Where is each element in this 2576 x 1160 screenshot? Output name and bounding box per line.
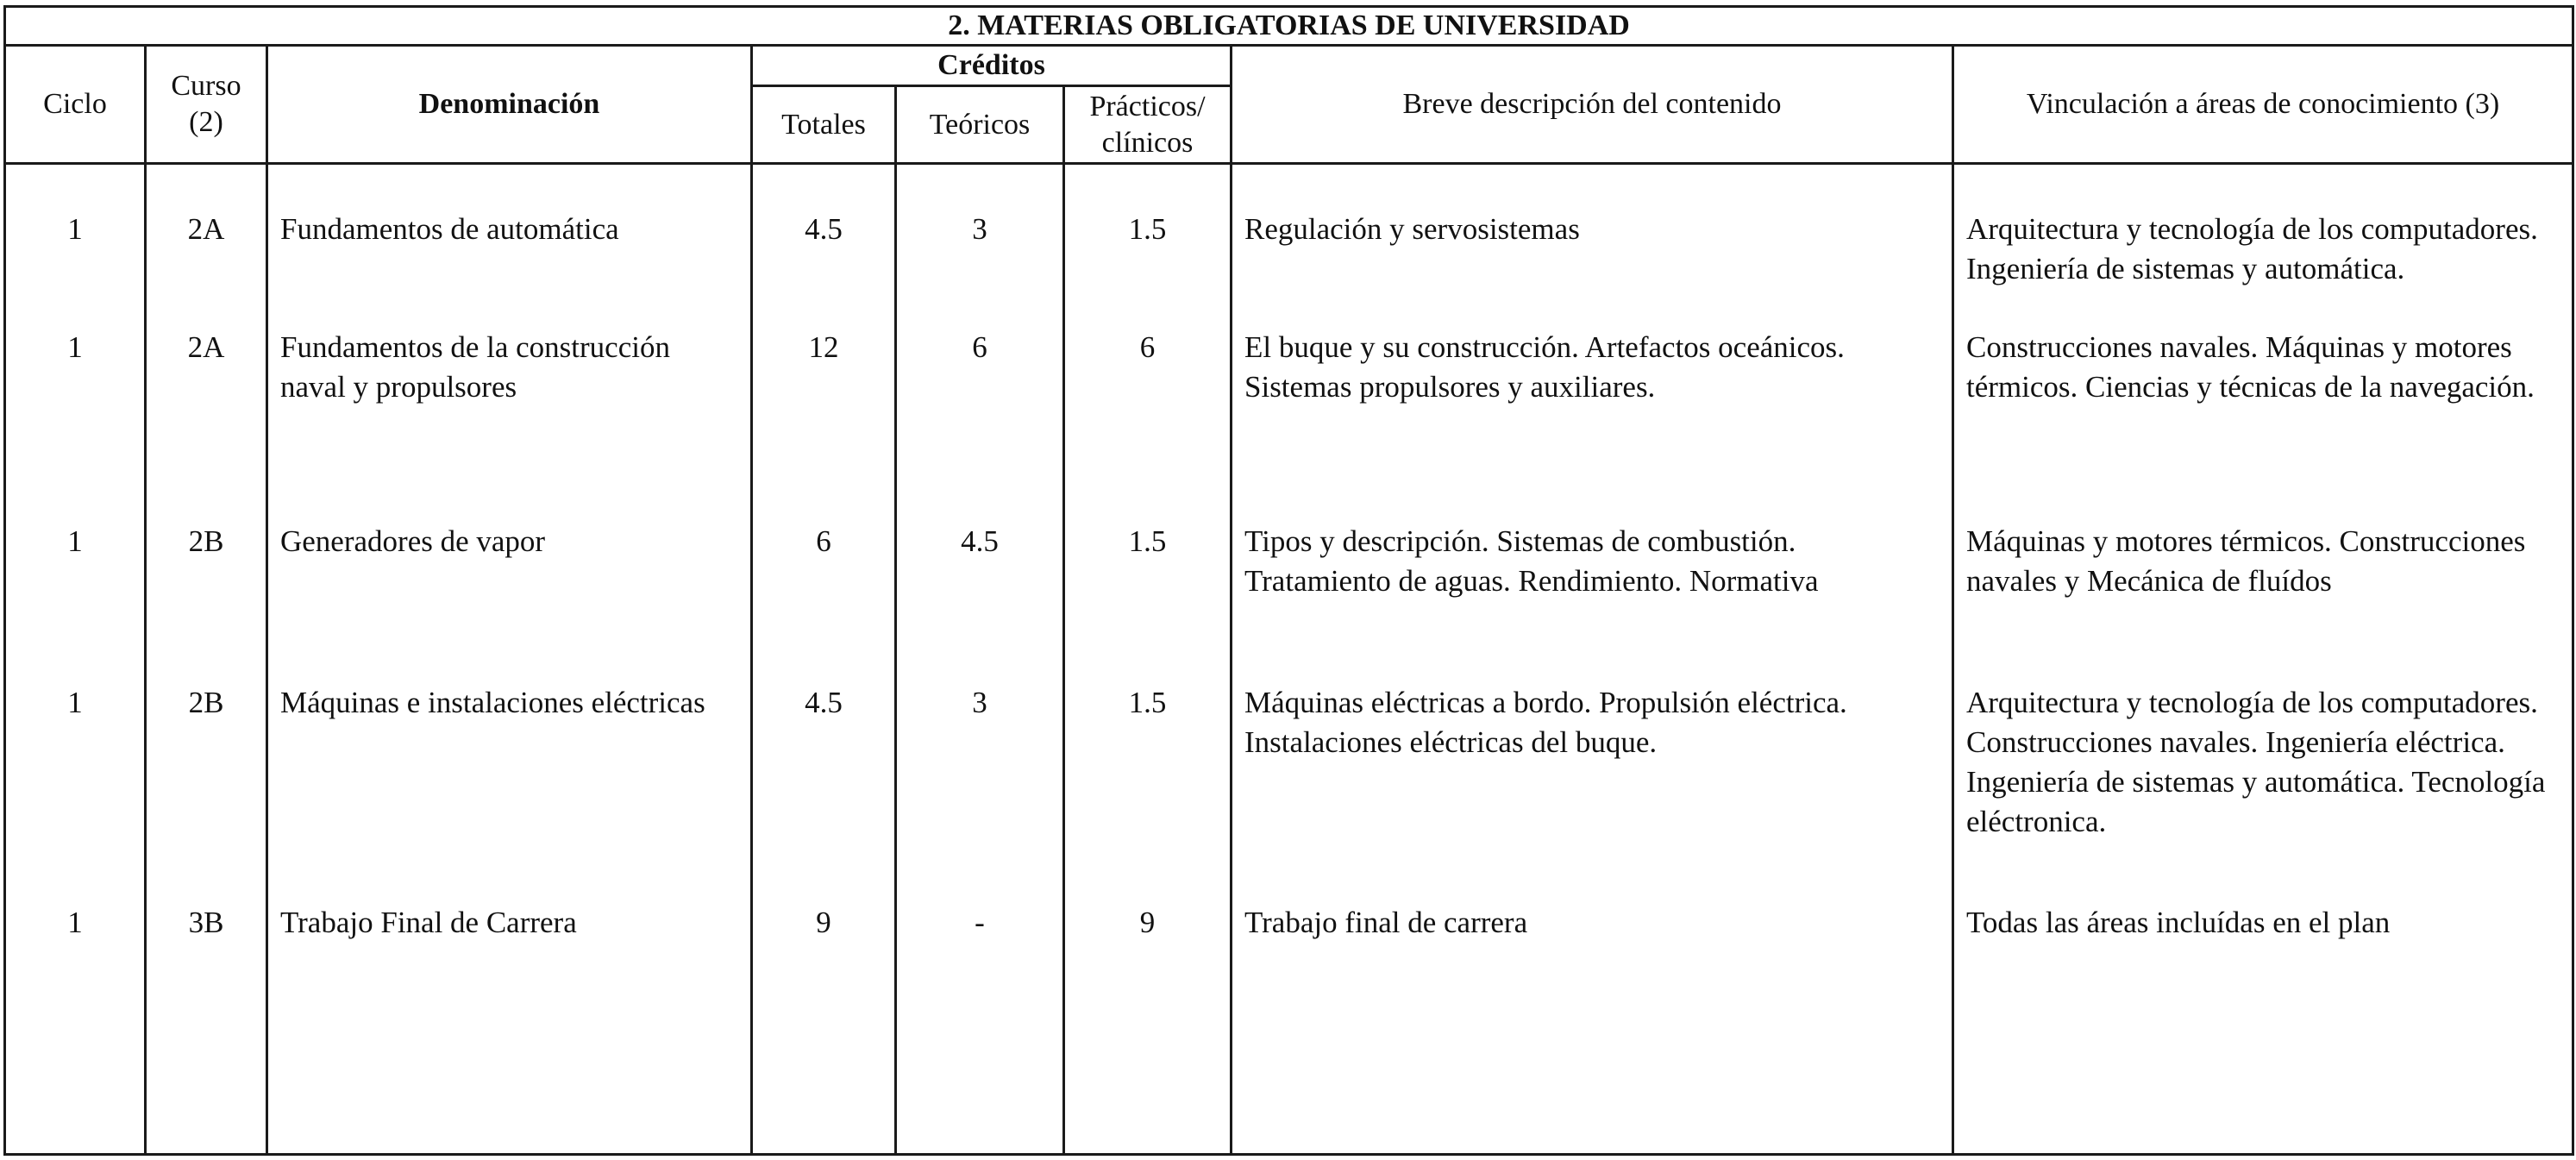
cell-curso: 2A	[146, 328, 267, 522]
cell-vinculacion: Máquinas y motores térmicos. Construcciones navales y Mecánica de fluídos	[1953, 522, 2573, 683]
materias-table	[3, 5, 2574, 1156]
header-curso-line1: Curso	[171, 70, 241, 102]
cell-totales: 12	[752, 328, 896, 522]
cell-vinculacion: Construcciones navales. Máquinas y motores térmicos. Ciencias y técnicas de la navegación.	[1953, 328, 2573, 522]
cell-totales: 6	[752, 522, 896, 683]
cell-practicos: 1.5	[1064, 522, 1232, 683]
header-descripcion: Breve descripción del contenido	[1232, 46, 1953, 164]
cell-practicos: 6	[1064, 328, 1232, 522]
cell-ciclo: 1	[5, 328, 146, 522]
cell-teoricos: 3	[896, 164, 1064, 328]
table-title: 2. MATERIAS OBLIGATORIAS DE UNIVERSIDAD	[5, 7, 2573, 46]
header-practicos-line2: clínicos	[1101, 126, 1194, 159]
cell-denominacion: Fundamentos de la construcción naval y propulsores	[267, 328, 752, 522]
header-practicos	[1064, 86, 1232, 164]
header-denominacion: Denominación	[267, 46, 752, 164]
cell-vinculacion: Arquitectura y tecnología de los computadores. Ingeniería de sistemas y automática.	[1953, 164, 2573, 328]
header-ciclo: Ciclo	[5, 46, 146, 164]
cell-curso: 2A	[146, 164, 267, 328]
table-row	[5, 683, 2573, 903]
header-totales: Totales	[752, 86, 896, 164]
table-row	[5, 522, 2573, 683]
header-teoricos: Teóricos	[896, 86, 1064, 164]
cell-teoricos: 6	[896, 328, 1064, 522]
cell-teoricos: 4.5	[896, 522, 1064, 683]
cell-denominacion: Máquinas e instalaciones eléctricas	[267, 683, 752, 903]
cell-denominacion: Fundamentos de automática	[267, 164, 752, 328]
cell-teoricos: -	[896, 903, 1064, 1155]
header-curso-line2: (2)	[189, 106, 223, 138]
header-curso	[146, 46, 267, 164]
cell-descripcion: Máquinas eléctricas a bordo. Propulsión eléctrica. Instalaciones eléctricas del buque.	[1232, 683, 1953, 903]
cell-descripcion: El buque y su construcción. Artefactos oceánicos. Sistemas propulsores y auxiliares.	[1232, 328, 1953, 522]
cell-curso: 3B	[146, 903, 267, 1155]
table-row	[5, 164, 2573, 328]
cell-ciclo: 1	[5, 903, 146, 1155]
cell-totales: 4.5	[752, 164, 896, 328]
header-vinculacion: Vinculación a áreas de conocimiento (3)	[1953, 46, 2573, 164]
cell-practicos: 9	[1064, 903, 1232, 1155]
cell-ciclo: 1	[5, 683, 146, 903]
cell-totales: 4.5	[752, 683, 896, 903]
cell-denominacion: Trabajo Final de Carrera	[267, 903, 752, 1155]
cell-practicos: 1.5	[1064, 164, 1232, 328]
cell-descripcion: Tipos y descripción. Sistemas de combustión. Tratamiento de aguas. Rendimiento. Normativa	[1232, 522, 1953, 683]
cell-vinculacion: Arquitectura y tecnología de los computadores. Construcciones navales. Ingeniería eléctrica. Ingeniería de sistemas y automática. Tecnología eléctronica.	[1953, 683, 2573, 903]
table-row	[5, 328, 2573, 522]
cell-descripcion: Regulación y servosistemas	[1232, 164, 1953, 328]
cell-curso: 2B	[146, 683, 267, 903]
cell-denominacion: Generadores de vapor	[267, 522, 752, 683]
cell-ciclo: 1	[5, 522, 146, 683]
cell-ciclo: 1	[5, 164, 146, 328]
cell-practicos: 1.5	[1064, 683, 1232, 903]
cell-curso: 2B	[146, 522, 267, 683]
header-creditos: Créditos	[752, 46, 1232, 86]
cell-totales: 9	[752, 903, 896, 1155]
header-practicos-line1: Prácticos/	[1089, 90, 1206, 122]
cell-vinculacion: Todas las áreas incluídas en el plan	[1953, 903, 2573, 1155]
table-row	[5, 903, 2573, 1155]
cell-teoricos: 3	[896, 683, 1064, 903]
cell-descripcion: Trabajo final de carrera	[1232, 903, 1953, 1155]
